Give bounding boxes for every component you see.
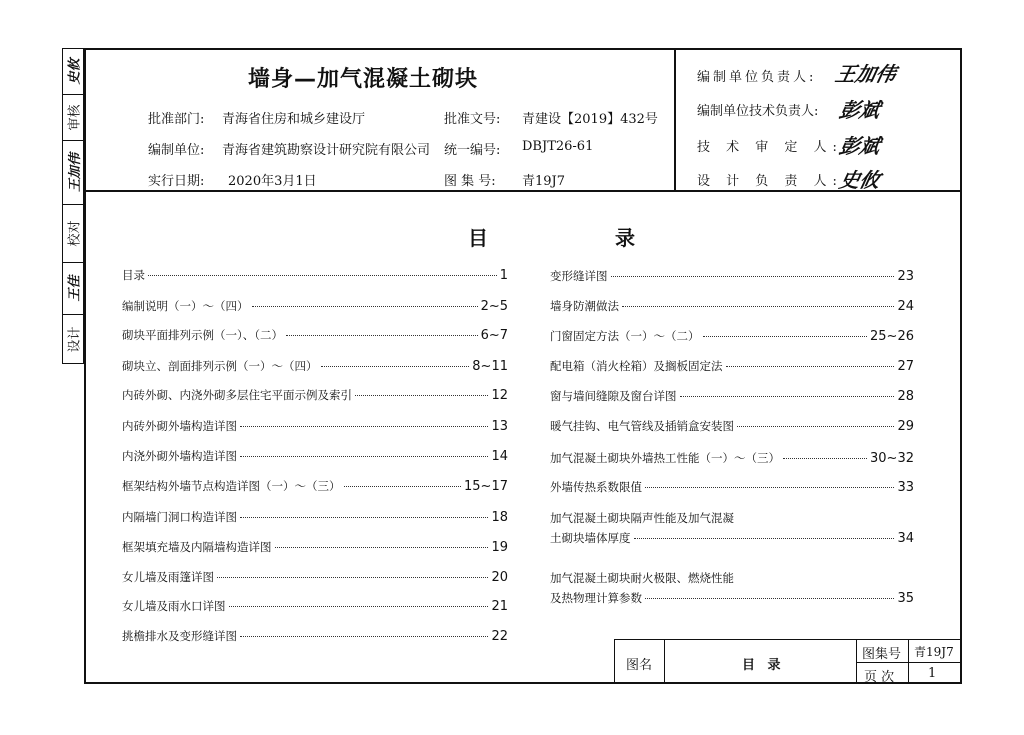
toc-item: [550, 358, 914, 374]
toc-item-page: 28: [897, 389, 914, 404]
toc-item: [550, 298, 914, 314]
toc-item: [550, 479, 914, 495]
toc-item-label: 女儿墙及雨篷详图: [122, 570, 214, 584]
toc-item-label: 砌块平面排列示例（一）、（二）: [122, 328, 283, 342]
toc-item-page: 2~5: [480, 299, 508, 314]
toc-item-label: 目录: [122, 268, 145, 282]
approval-doc-label: 批准文号:: [444, 112, 501, 127]
side-check-signature: 王加伟: [67, 152, 83, 193]
toc-item-leader: [703, 336, 868, 337]
toc-item-line1: 加气混凝土砌块隔声性能及加气混凝: [550, 511, 734, 525]
toc-item-label: 框架填充墙及内隔墙构造详图: [122, 540, 272, 554]
unified-no-label: 统一编号:: [444, 143, 501, 158]
compiler: 青海省建筑勘察设计研究院有限公司: [222, 143, 431, 158]
toc-item-label: 砌块立、剖面排列示例（一）～（四）: [122, 359, 318, 373]
toc-item-leader: [217, 577, 488, 578]
side-proofread-cell: [63, 205, 83, 263]
toc-item-page: 25~26: [870, 329, 914, 344]
toc-item-label: 挑檐排水及变形缝详图: [122, 629, 237, 643]
header-divider: [84, 190, 962, 192]
side-design-cell: [63, 315, 83, 363]
side-design-signature: 王佳: [67, 275, 83, 302]
toc-item-page: 13: [491, 419, 508, 434]
side-top-signature-cell: [63, 49, 83, 95]
title-block-divider-1: [664, 639, 665, 684]
toc-item-label: 配电箱（消火栓箱）及搁板固定法: [550, 359, 723, 373]
toc-item-page: 27: [897, 359, 914, 374]
toc-item-label: 暖气挂钩、电气管线及插销盒安装图: [550, 419, 734, 433]
toc-item-leader: [737, 426, 894, 427]
title-block-page-value: 1: [928, 666, 937, 681]
toc-item-leader: [611, 276, 895, 277]
toc-item-page: 21: [491, 599, 508, 614]
toc-item-page: 35: [897, 591, 914, 606]
side-review-label: 审核: [67, 104, 83, 131]
toc-item-leader: [726, 366, 895, 367]
title-block-atlas-value: 青19J7: [914, 645, 954, 659]
resp-label-4: 设 计 负 责 人:: [697, 174, 843, 189]
toc-item-leader: [645, 487, 894, 488]
toc-item: [122, 327, 508, 343]
toc-item-page: 24: [897, 299, 914, 314]
toc-item: [122, 509, 508, 525]
toc-item-leader: [240, 636, 488, 637]
resp-label-3: 技 术 审 定 人:: [697, 140, 843, 155]
toc-item-label: 墙身防潮做法: [550, 299, 619, 313]
toc-item: [550, 530, 914, 546]
side-proofread-label: 校对: [67, 220, 83, 247]
side-review-cell: [63, 95, 83, 141]
atlas-no-label: 图 集 号:: [444, 174, 496, 189]
toc-item-page: 19: [491, 540, 508, 555]
toc-item-leader: [275, 547, 489, 548]
toc-item-page: 18: [491, 510, 508, 525]
toc-item-leader: [240, 426, 488, 427]
title-block-page-label: 页 次: [864, 670, 895, 685]
toc-item-page: 33: [897, 480, 914, 495]
toc-item-label: 内砖外砌、内浇外砌多层住宅平面示例及索引: [122, 388, 352, 402]
toc-item: [122, 569, 508, 585]
toc-item-line1: 加气混凝土砌块耐火极限、燃烧性能: [550, 571, 734, 585]
toc-item-leader: [229, 606, 489, 607]
toc-item-leader: [634, 538, 895, 539]
toc-item-label: 编制说明（一）～（四）: [122, 299, 249, 313]
compiler-label: 编制单位:: [148, 143, 205, 158]
title-block-name-value: 目 录: [742, 658, 785, 673]
approval-doc: 青建设【2019】432号: [522, 112, 658, 127]
resp-label-1: 编制单位负责人:: [697, 70, 817, 85]
toc-item-page: 15~17: [464, 479, 508, 494]
toc-item: [122, 267, 508, 283]
toc-item-label: 窗与墙间缝隙及窗台详图: [550, 389, 677, 403]
toc-item: [122, 628, 508, 644]
side-design-signature-cell: [63, 263, 83, 315]
toc-item-leader: [240, 517, 488, 518]
side-signature-strip: [62, 48, 84, 364]
toc-item-leader: [286, 335, 478, 336]
toc-item: [122, 539, 508, 555]
title-block-name-label: 图名: [626, 658, 653, 673]
approval-dept: 青海省住房和城乡建设厅: [222, 112, 366, 127]
toc-item: [550, 328, 914, 344]
toc-item-leader: [355, 395, 488, 396]
toc-item-page: 30~32: [870, 451, 914, 466]
toc-item-page: 6~7: [480, 328, 508, 343]
title-block-atlas-label: 图集号: [862, 647, 902, 662]
toc-item-page: 8~11: [472, 359, 508, 374]
toc-item: [122, 418, 508, 434]
side-design-label: 设计: [67, 325, 83, 353]
toc-item-page: 12: [491, 388, 508, 403]
resp-signature-2: 彭斌: [837, 98, 883, 122]
toc-item-page: 22: [491, 629, 508, 644]
toc-item-label: 及热物理计算参数: [550, 591, 642, 605]
unified-no: DBJT26-61: [522, 139, 594, 154]
toc-item-leader: [148, 275, 497, 276]
toc-item-leader: [622, 306, 894, 307]
toc-item-page: 20: [491, 570, 508, 585]
toc-item-page: 14: [491, 449, 508, 464]
side-top-signature: 史攸: [67, 58, 83, 85]
toc-item: [122, 448, 508, 464]
toc-item-label: 外墙传热系数限值: [550, 480, 642, 494]
toc-item: [122, 358, 508, 374]
toc-item: [122, 298, 508, 314]
toc-item-leader: [344, 486, 462, 487]
side-check-signature-cell: [63, 141, 83, 205]
toc-item-leader: [240, 456, 488, 457]
toc-item: [550, 590, 914, 606]
toc-item: [122, 598, 508, 614]
toc-item-page: 23: [897, 269, 914, 284]
toc-item-leader: [783, 458, 867, 459]
atlas-title: 墙身—加气混凝土砌块: [248, 67, 479, 92]
toc-item: [550, 268, 914, 284]
toc-item: [550, 388, 914, 404]
toc-item: [550, 418, 914, 434]
toc-item-label: 变形缝详图: [550, 269, 608, 283]
toc-item-label: 土砌块墙体厚度: [550, 531, 631, 545]
approval-dept-label: 批准部门:: [148, 112, 205, 127]
toc-title: 目 录: [468, 226, 695, 250]
toc-item-leader: [645, 598, 894, 599]
effective-date: 2020年3月1日: [228, 174, 317, 189]
toc-item-page: 34: [897, 531, 914, 546]
toc-item-label: 女儿墙及雨水口详图: [122, 599, 226, 613]
resp-label-2: 编制单位技术负责人:: [697, 104, 819, 119]
toc-item-leader: [252, 306, 478, 307]
resp-signature-3: 彭斌: [837, 134, 883, 158]
toc-item-page: 1: [499, 268, 508, 283]
toc-item: [550, 450, 914, 466]
atlas-no: 青19J7: [522, 174, 566, 189]
toc-item: [122, 387, 508, 403]
toc-item-label: 内浇外砌外墙构造详图: [122, 449, 237, 463]
toc-item-leader: [321, 366, 470, 367]
toc-item-label: 门窗固定方法（一）～（二）: [550, 329, 700, 343]
title-block-divider-h: [856, 662, 962, 663]
toc-item-leader: [680, 396, 895, 397]
resp-signature-4: 史攸: [837, 168, 883, 192]
toc-item: [122, 478, 508, 494]
header-vertical-divider: [674, 48, 676, 191]
toc-item-page: 29: [897, 419, 914, 434]
toc-item-label: 加气混凝土砌块外墙热工性能（一）～（三）: [550, 451, 780, 465]
toc-item-label: 内隔墙门洞口构造详图: [122, 510, 237, 524]
effective-date-label: 实行日期:: [148, 174, 205, 189]
toc-item-label: 内砖外砌外墙构造详图: [122, 419, 237, 433]
resp-signature-1: 王加伟: [833, 62, 899, 86]
toc-item-label: 框架结构外墙节点构造详图（一）～（三）: [122, 479, 341, 493]
